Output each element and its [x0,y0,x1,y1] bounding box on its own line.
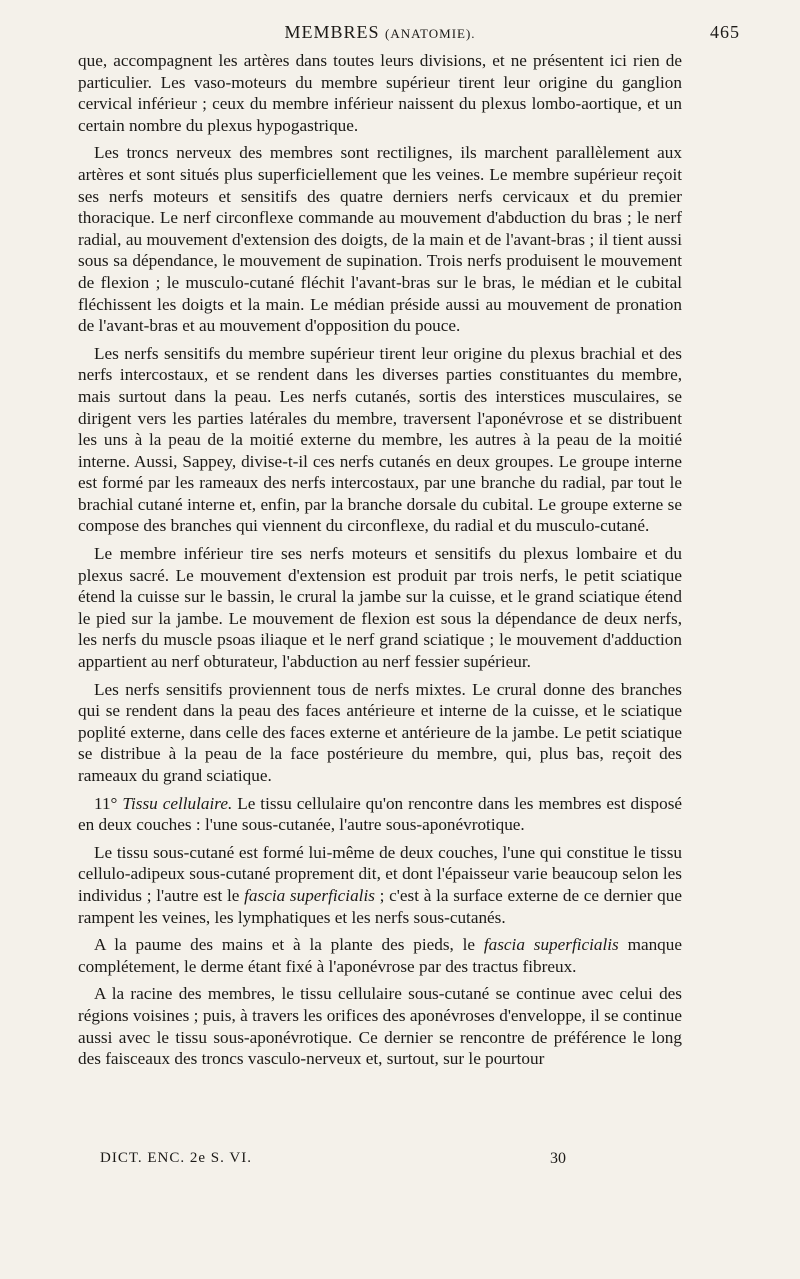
paragraph-paume [78,934,682,977]
paragraph-vaso-moteurs: que, accompagnent les artères dans toutes leurs divisions, et ne présentent ici rien de particulier. Les vaso-moteurs du membre supérieur tirent leur origine du ganglion cervical inférieur ; ceux du membre inférieur naissent du plexus lombo-aortique, et un certain nombre du plexus hypogastrique. [78,51,682,135]
paume-text-after: manque complétement, le derme étant fixé à l'aponévrose par des tractus fibreux. [78,935,682,976]
printer-signature: DICT. ENC. 2e S. VI. [100,1150,252,1166]
page-header [78,22,740,50]
paragraph-racine: A la racine des membres, le tissu cellulaire sous-cutané se continue avec celui des régions voisines ; puis, à travers les orifices des aponévroses d'enveloppe, il se continue aussi avec le tissu sous-aponévrotique. Ce dernier se rencontre de préférence le long des faisceaux des troncs vasculo-nerveux et, surtout, sur le pourtour [78,984,682,1069]
running-title [78,22,682,43]
paragraph-nerfs-sensitifs-inferieur: Les nerfs sensitifs proviennent tous de nerfs mixtes. Le crural donne des branches qui se rendent dans la peau des faces antérieure et interne de la cuisse, et le sciatique poplité externe, dans celle des faces externe et antérieure de la jambe. Le petit sciatique se distribue à la peau de la face postérieure du membre, qui, plus bas, reçoit des rameaux du grand sciatique. [78,679,682,785]
fascia-term: fascia superficialis [244,885,375,905]
section-number: 11° [94,793,118,813]
paragraph-membre-inferieur: Le membre inférieur tire ses nerfs moteurs et sensitifs du plexus lombaire et du plexus sacré. Le mouvement d'extension est produit par trois nerfs, le petit sciatique étend la cuisse sur le bassin, le crural la jambe sur la cuisse, et le grand sciatique étend le pied sur la jambe. Le mouvement de flexion est sous la dépendance de deux nerfs, les nerfs du muscle psoas iliaque et le nerf grand sciatique ; le mouvement d'adduction appartient au nerf obturateur, l'abduction au nerf fessier supérieur. [78,544,682,672]
page-body [78,50,682,1070]
running-subtitle: (ANATOMIE). [384,26,476,41]
section-tissu-cellulaire [78,793,682,836]
fascia-text-before: Le tissu sous-cutané est formé lui-même de deux couches, l'une qui constitue le tissu cellulo-adipeux sous-cutané proprement dit, et dont l'épaisseur varie beaucoup selon les individus ; l'autre est le [78,842,682,905]
paragraph-nerfs-sensitifs-superieur: Les nerfs sensitifs du membre supérieur tirent leur origine du plexus brachial et des nerfs intercostaux, et se rendent dans les diverses parties constituantes du membre, mais surtout dans la peau. Les nerfs cutanés, sortis des interstices musculaires, se dirigent vers les parties latérales du membre, traversent l'aponévrose et se distribuent les uns à la peau de la moitié externe du membre, les autres à la peau de la moitié interne. Aussi, Sappey, divise-t-il ces nerfs cutanés en deux groupes. Le groupe interne est formé par les rameaux des nerfs intercostaux, par une branche du radial, par tout le brachial cutané interne et, enfin, par la branche dorsale du cubital. Le groupe externe se compose des branches qui viennent du circonflexe, du radial et du musculo-cutané. [78,343,682,536]
paume-term: fascia superficialis [483,935,619,955]
sheet-number: 30 [550,1150,566,1167]
section-intro: Le tissu cellulaire qu'on rencontre dans les membres est disposé en deux couches : l'une sous-cutanée, l'autre sous-aponévrotique. [78,793,683,835]
paragraph-fascia [78,842,682,928]
fascia-text-after: ; c'est à la surface externe de ce dernier que rampent les veines, les lymphatiques et les nerfs sous-cutanés. [78,885,683,927]
page-number: 465 [710,22,740,42]
running-title-text: MEMBRES [284,22,380,42]
paragraph-troncs-nerveux: Les troncs nerveux des membres sont rectilignes, ils marchent parallèlement aux artères et sont situés plus superficiellement que les veines. Le membre supérieur reçoit ses nerfs moteurs et sensitifs des quatre derniers nerfs cervicaux et du premier thoracique. Le nerf circonflexe commande au mouvement d'abduction du bras ; le nerf radial, au mouvement d'extension des doigts, de la main et de l'avant-bras ; il tient aussi sous sa dépendance, le mouvement de supination. Trois nerfs produisent le mouvement de flexion ; le musculo-cutané fléchit l'avant-bras sur le bras, le médian et le cubital fléchissent les doigts et la main. Le médian préside aussi au mouvement de pronation de l'avant-bras et au mouvement d'opposition du pouce. [78,143,682,336]
paume-text-before: A la paume des mains et à la plante des pieds, le [94,935,484,955]
section-title: Tissu cellulaire. [122,793,233,813]
